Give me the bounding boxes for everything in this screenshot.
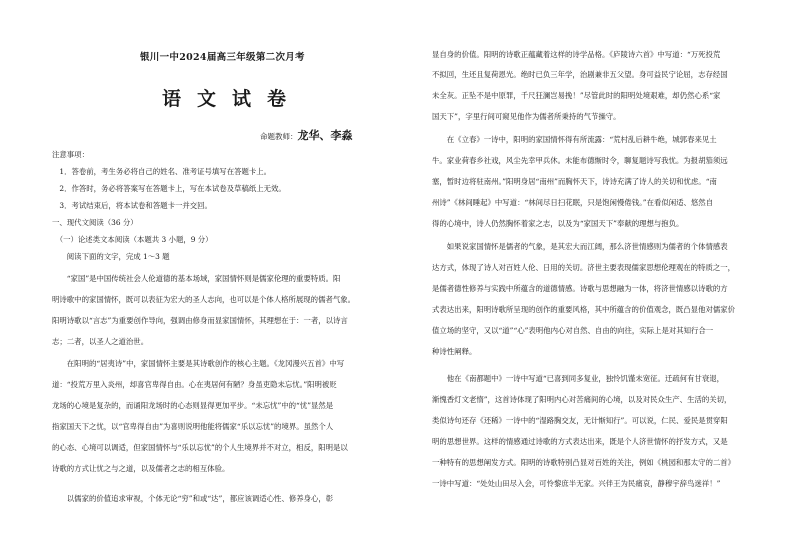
body-line: 塞，暂时边将驻南州。”阳明身居“南州”而胸怀天下，诗诗充满了诗人的关切和忧虑。“南 [432, 177, 717, 186]
notes-heading: 注意事项： [52, 150, 89, 159]
body-line: 的心态、心境可以调适，但家国情怀与“乐以忘忧”的个人生境界并不对立，相反，阳明是以 [52, 443, 348, 452]
body-line: 得的心境中，诗人仍然胸怀着家之志，以及为“家国天下”奉献的理想与抱负。 [432, 219, 684, 228]
subsection-heading: （一）论述类文本阅读（本题共 3 小题，9 分） [52, 235, 213, 244]
body-line: 在《立春》一诗中，阳明的家国情怀得有所流露：“荒村乱后耕牛绝，城郭春来见土 [432, 135, 717, 144]
note-item: 2．作答时，务必将答案写在答题卡上，写在本试卷及草稿纸上无效。 [52, 184, 286, 193]
body-line: 国天下”，字里行间可窥见他作为儒者所秉持的气节操守。 [432, 112, 621, 121]
body-line: 以儒家的价值追求审视，个体无论“穷”和或“达”，都应该调适心性、修养身心，彰 [52, 494, 334, 503]
body-line: 明的思想世界。这样的情感通过诗歌的方式表达出来，既是个人济世情怀的抒发方式，又是 [432, 437, 728, 446]
note-item: 3．考试结束后，将本试卷和答题卡一并交回。 [52, 201, 212, 210]
body-line: 志；二者，以圣人之道治世。 [52, 337, 149, 346]
body-line: 州诗”《林间睡起》中写道：“林间尽日扫花眠，只是饱闲慢倦钱。”在看似闲适、悠然自 [432, 198, 714, 207]
body-line: 一种特有的思想阐发方式。阳明的诗歌特别凸显对百姓的关注，例如《桃园和那太守的二首》 [432, 458, 736, 467]
body-line: 未全灰。正坠不是中原罪，千尺狂澜岂易挽！”尽管此时的阳明处境艰难，却仍然心系“家 [432, 91, 721, 100]
body-line: 显自身的价值。阳明的诗歌正蕴藏着这样的诗学品格。《庐陵诗六首》中写道：“万死投荒 [432, 50, 721, 59]
body-line: 是儒者德性修养与实践中所蕴含的道德情感。诗歌与思想融为一体，将济世情感以诗歌的方 [432, 284, 728, 293]
body-line: 类似诗句还存《还稀》一诗中的“湿路胸交友，无计惭知行”。可以说，仁民、爱民是贯穿阳 [432, 416, 728, 425]
body-line: 种诗性阐释。 [432, 347, 477, 356]
body-line: 明诗歌中的家国情怀，既可以表征为宏大的圣人志向，也可以是个体人格所展现的儒者气象。 [52, 295, 356, 304]
body-line: 式表达出来，阳明诗歌所呈现的创作的重要风格，其中所蕴含的价值观念，既凸显他对儒家价 [432, 305, 736, 314]
body-line: 在阳明的“居夷诗”中，家国情怀主要是其诗歌创作的核心主题。《龙冈漫兴五首》中写 [52, 359, 345, 368]
body-line: “家国”是中国传统社会人伦道德的基本场域，家国情怀则是儒家伦理的重要特质。阳 [52, 274, 341, 283]
body-line: 诗歌的方式让忧之与之道，以及儒者之志的相互体验。 [52, 464, 230, 473]
body-line: 值立场的坚守，又以“道”“心”表明他内心对自然、自由的向往，实际上是对其知行合一 [432, 326, 714, 335]
note-item: 1．答卷前，考生务必将自己的姓名、准考证号填写在答题卡上。 [52, 167, 272, 176]
reading-instruction: 阅读下面的文字，完成 1～3 题 [52, 252, 170, 261]
body-line: 一诗中写道：“处处山田尽入会，可怜黎庶半无家。兴伴王为民痛哀，静穆宇辞鸟迷祥！” [432, 479, 721, 488]
school-exam-heading: 银川一中2024届高三年级第二次月考 [140, 52, 305, 63]
body-line: 渐愧香灯文老惰”，这首诗体现了阳明内心对苦痛间的心境，以及对民众生产、生活的关切， [432, 395, 732, 404]
body-line: 指家国天下之忧，以“官卑得自由”为喜则说明他能将儒家“乐以忘忧”的境界。虽然个人 [52, 422, 334, 431]
body-line: 他在《南都题中》一诗中写道“已喜到同多复业，独怜饥馑未宽征。迁疏何有甘衰退， [432, 374, 725, 383]
body-line: 阳明诗歌以“言志”为重要创作导向，强调由修身而显家国情怀，其理想在于：一者，以诗言 [52, 316, 348, 325]
body-line: 不拟回，生还且复荷恩光。绝时已负三年学，治剧兼非五父望。身可益民宁论屈，志存经国 [432, 70, 728, 79]
section-heading: 一、现代文阅读（36 分） [52, 218, 138, 227]
body-line: 如果说家国情怀是儒者的气象，是其宏大而江阔，那么济世情感则为儒者的个体情感表 [432, 242, 728, 251]
body-line: 道：“投荒万里入炎州，却喜官卑得自由。心在夷居何有陋？身虽吏隐未忘忧。”阳明被贬 [52, 380, 337, 389]
body-line: 牛。家业荷春乡社戏，风尘先幸甲兵休。未能布德惭时令，聊复题诗写我忧。为报胡笳须远 [432, 156, 728, 165]
author-line [260, 124, 353, 143]
body-line: 达方式，体现了诗人对百姓人伦、日用的关切。济世主要表现儒家思想伦理观在的特质之一， [432, 263, 736, 272]
page-title: 语文试卷 [162, 88, 303, 110]
author-label: 命题教师： [260, 132, 298, 141]
body-line: 龙场的心境是复杂的，而诵阳龙场时的心态则显得更加平步。“未忘忧”中的“忧”显然是 [52, 401, 334, 410]
author-names: 龙华、李淼 [297, 129, 353, 142]
